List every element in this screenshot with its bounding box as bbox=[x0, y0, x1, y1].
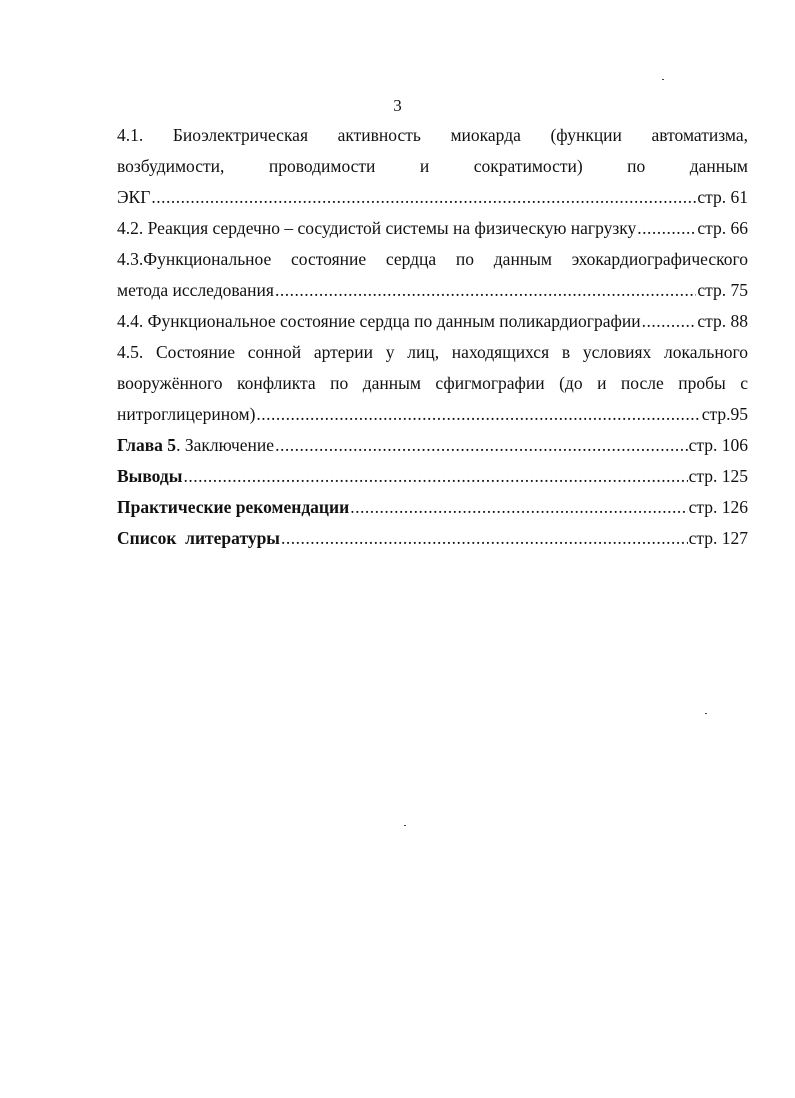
toc-page-ref: стр. 127 bbox=[688, 528, 748, 548]
toc-entry-title: Список литературы bbox=[117, 528, 280, 548]
dot-leader bbox=[256, 403, 700, 425]
toc-page-ref: стр. 125 bbox=[688, 466, 748, 486]
toc-entry-title-end: метода исследования bbox=[117, 280, 274, 300]
toc-entry-title: Практические рекомендации bbox=[117, 497, 350, 517]
toc-entry-last-line bbox=[117, 279, 748, 310]
toc-page-ref: стр. 88 bbox=[697, 311, 748, 331]
toc-entry-4-1 bbox=[117, 124, 748, 217]
dot-leader bbox=[151, 186, 696, 208]
toc-entry-title-end: нитроглицерином) bbox=[117, 404, 256, 424]
toc-page-ref: стр. 126 bbox=[688, 497, 748, 517]
dot-leader bbox=[637, 217, 696, 239]
toc-entry-last-line bbox=[117, 310, 748, 341]
dot-leader bbox=[350, 496, 687, 518]
toc-entry-last-line bbox=[117, 527, 748, 558]
toc-entry-last-line bbox=[117, 186, 748, 217]
toc-entry-line: возбудимости, проводимости и сократимости) по данным bbox=[117, 156, 748, 176]
toc-entry-4-5 bbox=[117, 341, 748, 434]
toc-entry-line: 4.1. Биоэлектрическая активность миокарда (функции автоматизма, bbox=[117, 125, 748, 145]
dot-leader bbox=[281, 527, 688, 549]
toc-entry-title bbox=[117, 434, 274, 456]
toc-entry-title: Выводы bbox=[117, 466, 183, 486]
chapter-label: Глава 5 bbox=[117, 435, 177, 455]
scan-speck bbox=[404, 825, 406, 826]
toc-entry-4-4 bbox=[117, 310, 748, 341]
dot-leader bbox=[642, 310, 697, 332]
toc-page-ref: стр. 75 bbox=[697, 280, 748, 300]
toc-entry-title: 4.2. Реакция сердечно – сосудистой системы на физическую нагрузку bbox=[117, 218, 637, 238]
chapter-title: . Заключение bbox=[176, 435, 275, 455]
toc-entry-title-end: ЭКГ bbox=[117, 187, 151, 207]
toc-entry-last-line bbox=[117, 465, 748, 496]
scan-speck bbox=[705, 713, 707, 714]
toc-entry-last-line bbox=[117, 217, 748, 248]
table-of-contents bbox=[117, 124, 748, 558]
toc-entry-line: вооружённого конфликта по данным сфигмографии (до и после пробы с bbox=[117, 373, 748, 393]
toc-entry-conclusions bbox=[117, 465, 748, 496]
page-number: 3 bbox=[393, 96, 402, 115]
toc-page-ref: стр. 61 bbox=[697, 187, 748, 207]
toc-page-ref: стр. 106 bbox=[688, 435, 748, 455]
toc-entry-chapter-5 bbox=[117, 434, 748, 465]
toc-entry-line: 4.3.Функциональное состояние сердца по данным эхокардиографического bbox=[117, 249, 748, 269]
toc-page-ref: стр. 66 bbox=[697, 218, 748, 238]
toc-entry-last-line bbox=[117, 403, 748, 434]
toc-entry-4-2 bbox=[117, 217, 748, 248]
toc-entry-title: 4.4. Функциональное состояние сердца по данным поликардиографии bbox=[117, 311, 641, 331]
dot-leader bbox=[275, 434, 688, 456]
scan-speck bbox=[662, 79, 664, 80]
dot-leader bbox=[183, 465, 687, 487]
toc-entry-recommendations bbox=[117, 496, 748, 527]
toc-entry-4-3 bbox=[117, 248, 748, 310]
toc-entry-references bbox=[117, 527, 748, 558]
toc-entry-last-line bbox=[117, 496, 748, 527]
toc-page-ref: стр.95 bbox=[701, 404, 748, 424]
toc-entry-line: 4.5. Состояние сонной артерии у лиц, находящихся в условиях локального bbox=[117, 342, 748, 362]
dot-leader bbox=[275, 279, 696, 301]
toc-entry-last-line bbox=[117, 434, 748, 465]
